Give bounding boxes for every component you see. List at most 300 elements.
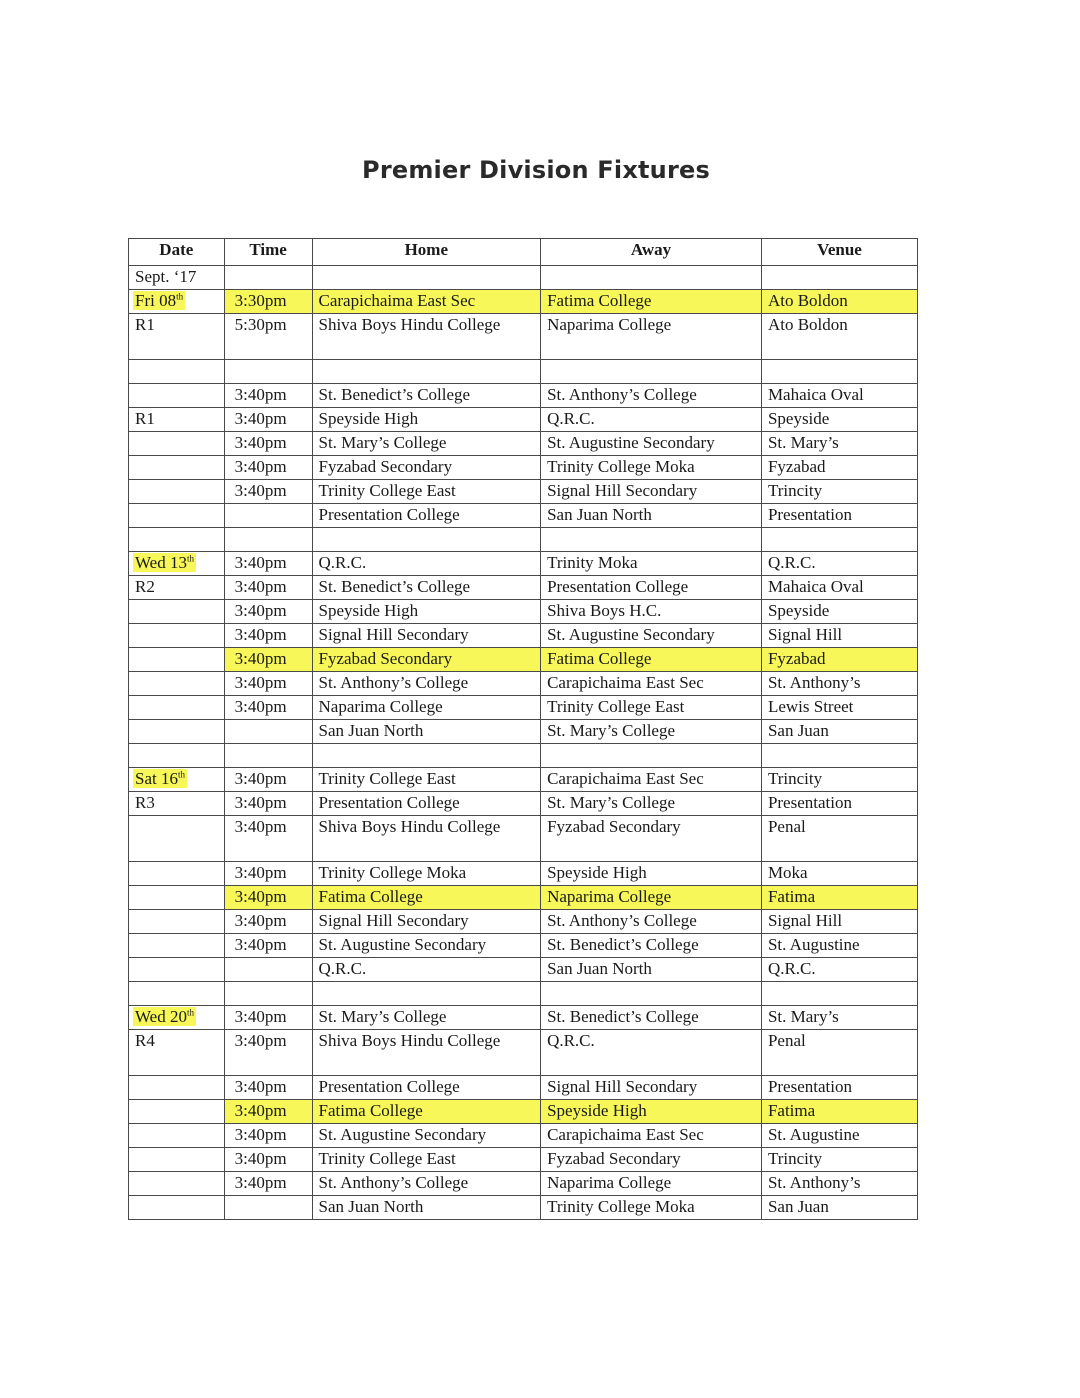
venue-text: Ato Boldon: [767, 291, 848, 310]
home-cell: [312, 862, 541, 886]
home-text: Trinity College East: [318, 769, 456, 788]
venue-text: Moka: [767, 863, 808, 882]
fixture-row: [129, 576, 918, 600]
fixture-row: [129, 768, 918, 792]
away-text: Signal Hill Secondary: [547, 1077, 698, 1096]
away-cell: [541, 624, 762, 648]
away-text: Presentation College: [547, 577, 689, 596]
fixtures-table: [128, 238, 918, 1220]
date-text: Sept. ‘17: [135, 267, 197, 286]
away-cell: [541, 768, 762, 792]
time-cell: [224, 862, 312, 886]
away-text: St. Anthony’s College: [547, 385, 697, 404]
spacer-row: [129, 744, 918, 768]
time-cell: [224, 480, 312, 504]
home-cell: [312, 360, 541, 384]
fixture-row: [129, 600, 918, 624]
venue-text: Fatima: [767, 887, 816, 906]
time-text: 3:40pm: [234, 1007, 287, 1026]
away-cell: [541, 480, 762, 504]
fixture-row: [129, 672, 918, 696]
home-text: Naparima College: [318, 697, 443, 716]
fixture-row: [129, 384, 918, 408]
date-cell: [129, 1100, 225, 1124]
venue-text: Speyside: [767, 601, 830, 620]
away-text: Shiva Boys H.C.: [547, 601, 662, 620]
home-text: Trinity College Moka: [318, 863, 467, 882]
away-text: St. Augustine Secondary: [547, 433, 715, 452]
fixture-row: [129, 456, 918, 480]
away-cell: [541, 1196, 762, 1220]
venue-text: Q.R.C.: [767, 553, 816, 572]
date-cell: [129, 504, 225, 528]
home-cell: [312, 314, 541, 360]
home-cell: [312, 816, 541, 862]
header-venue: Venue: [761, 239, 917, 266]
venue-cell: [761, 1030, 917, 1076]
date-cell: [129, 934, 225, 958]
home-text: Presentation College: [318, 505, 460, 524]
venue-text: San Juan: [767, 721, 829, 740]
venue-text: Speyside: [767, 409, 830, 428]
time-cell: [224, 958, 312, 982]
venue-text: Trincity: [767, 481, 823, 500]
date-suffix: th: [186, 553, 194, 564]
fixture-row: [129, 816, 918, 862]
venue-cell: [761, 1100, 917, 1124]
date-cell: [129, 862, 225, 886]
venue-cell: [761, 982, 917, 1006]
fixture-row: [129, 648, 918, 672]
away-cell: [541, 528, 762, 552]
venue-cell: [761, 672, 917, 696]
home-text: San Juan North: [318, 1197, 424, 1216]
date-cell: [129, 290, 225, 314]
time-cell: [224, 1076, 312, 1100]
time-cell: [224, 1148, 312, 1172]
time-cell: [224, 384, 312, 408]
header-time: Time: [224, 239, 312, 266]
time-cell: [224, 1030, 312, 1076]
time-cell: [224, 792, 312, 816]
away-cell: [541, 290, 762, 314]
away-cell: [541, 648, 762, 672]
away-text: Speyside High: [547, 1101, 647, 1120]
home-cell: [312, 910, 541, 934]
time-text: 3:40pm: [234, 601, 287, 620]
away-cell: [541, 744, 762, 768]
home-text: St. Benedict’s College: [318, 577, 471, 596]
date-cell: [129, 1148, 225, 1172]
time-cell: [224, 528, 312, 552]
venue-text: Q.R.C.: [767, 959, 816, 978]
time-text: 3:40pm: [234, 457, 287, 476]
away-text: St. Benedict’s College: [547, 1007, 699, 1026]
venue-cell: [761, 1148, 917, 1172]
venue-text: Mahaica Oval: [767, 577, 864, 596]
date-cell: [129, 480, 225, 504]
time-cell: [224, 408, 312, 432]
venue-text: St. Augustine: [767, 935, 860, 954]
date-cell: [129, 624, 225, 648]
venue-cell: [761, 696, 917, 720]
date-cell: [129, 886, 225, 910]
date-suffix: th: [176, 291, 184, 302]
venue-cell: [761, 792, 917, 816]
time-cell: [224, 1100, 312, 1124]
away-cell: [541, 552, 762, 576]
venue-cell: [761, 384, 917, 408]
fixtures-body: [129, 266, 918, 1220]
time-cell: [224, 1124, 312, 1148]
date-suffix: th: [186, 1007, 194, 1018]
spacer-row: [129, 360, 918, 384]
time-text: 3:40pm: [234, 769, 287, 788]
time-text: 3:40pm: [234, 409, 287, 428]
date-text: Fri 08: [135, 291, 177, 310]
home-text: St. Benedict’s College: [318, 385, 471, 404]
date-cell: [129, 1006, 225, 1030]
date-cell: [129, 696, 225, 720]
venue-cell: [761, 480, 917, 504]
time-cell: [224, 552, 312, 576]
date-cell: [129, 1124, 225, 1148]
away-text: Naparima College: [547, 887, 672, 906]
venue-text: St. Augustine: [767, 1125, 860, 1144]
home-text: Fyzabad Secondary: [318, 649, 453, 668]
away-text: San Juan North: [547, 505, 652, 524]
fixture-row: [129, 910, 918, 934]
fixture-row: [129, 1148, 918, 1172]
time-text: 3:40pm: [234, 697, 287, 716]
home-text: Speyside High: [318, 601, 419, 620]
time-cell: [224, 982, 312, 1006]
venue-text: Lewis Street: [767, 697, 854, 716]
away-text: Naparima College: [547, 1173, 672, 1192]
time-cell: [224, 290, 312, 314]
home-cell: [312, 576, 541, 600]
date-cell: [129, 648, 225, 672]
venue-text: Ato Boldon: [767, 315, 848, 334]
home-cell: [312, 528, 541, 552]
home-cell: [312, 792, 541, 816]
home-text: Speyside High: [318, 409, 419, 428]
away-text: Speyside High: [547, 863, 647, 882]
spacer-row: [129, 982, 918, 1006]
venue-cell: [761, 744, 917, 768]
venue-text: Trincity: [767, 769, 823, 788]
time-cell: [224, 672, 312, 696]
away-text: Fatima College: [547, 291, 652, 310]
venue-cell: [761, 1076, 917, 1100]
fixture-row: [129, 1006, 918, 1030]
time-cell: [224, 432, 312, 456]
away-cell: [541, 576, 762, 600]
page-title: Premier Division Fixtures: [362, 156, 710, 184]
away-text: Signal Hill Secondary: [547, 481, 698, 500]
home-cell: [312, 432, 541, 456]
fixture-row: [129, 290, 918, 314]
date-cell: [129, 1030, 225, 1076]
date-cell: [129, 266, 225, 290]
venue-cell: [761, 816, 917, 862]
away-cell: [541, 504, 762, 528]
venue-cell: [761, 576, 917, 600]
time-text: 3:40pm: [234, 793, 287, 812]
date-highlight: [133, 1007, 196, 1026]
away-cell: [541, 1148, 762, 1172]
fixture-row: [129, 504, 918, 528]
away-cell: [541, 600, 762, 624]
away-cell: [541, 982, 762, 1006]
date-text: Sat 16: [135, 769, 178, 788]
time-cell: [224, 1172, 312, 1196]
away-cell: [541, 432, 762, 456]
time-text: 3:40pm: [234, 673, 287, 692]
home-cell: [312, 744, 541, 768]
time-cell: [224, 600, 312, 624]
venue-cell: [761, 360, 917, 384]
venue-text: Signal Hill: [767, 911, 843, 930]
home-cell: [312, 696, 541, 720]
time-text: 3:40pm: [234, 1101, 287, 1120]
venue-cell: [761, 1196, 917, 1220]
time-text: 3:40pm: [234, 911, 287, 930]
away-text: Naparima College: [547, 315, 672, 334]
date-highlight: [133, 291, 185, 310]
time-cell: [224, 934, 312, 958]
date-cell: [129, 1076, 225, 1100]
date-highlight: [133, 769, 187, 788]
home-cell: [312, 886, 541, 910]
away-text: Q.R.C.: [547, 1031, 595, 1050]
venue-text: Presentation: [767, 793, 852, 812]
venue-cell: [761, 910, 917, 934]
home-cell: [312, 982, 541, 1006]
home-cell: [312, 1100, 541, 1124]
fixture-row: [129, 886, 918, 910]
time-cell: [224, 1196, 312, 1220]
home-text: Fyzabad Secondary: [318, 457, 453, 476]
time-text: 3:40pm: [234, 1173, 287, 1192]
away-cell: [541, 720, 762, 744]
venue-cell: [761, 624, 917, 648]
time-text: 3:40pm: [234, 577, 287, 596]
venue-cell: [761, 456, 917, 480]
time-text: 3:40pm: [234, 1077, 287, 1096]
time-text: 3:30pm: [234, 291, 287, 310]
fixture-row: [129, 792, 918, 816]
time-cell: [224, 768, 312, 792]
venue-cell: [761, 552, 917, 576]
fixture-row: [129, 480, 918, 504]
home-cell: [312, 552, 541, 576]
time-cell: [224, 744, 312, 768]
date-cell: [129, 958, 225, 982]
venue-text: Trincity: [767, 1149, 823, 1168]
away-cell: [541, 958, 762, 982]
date-cell: [129, 792, 225, 816]
time-cell: [224, 504, 312, 528]
home-text: Fatima College: [318, 887, 423, 906]
venue-text: Presentation: [767, 1077, 852, 1096]
away-text: Carapichaima East Sec: [547, 769, 704, 788]
time-cell: [224, 624, 312, 648]
date-text: R3: [135, 793, 155, 812]
venue-cell: [761, 768, 917, 792]
venue-text: Presentation: [767, 505, 852, 524]
fixture-row: [129, 862, 918, 886]
away-text: Trinity Moka: [547, 553, 638, 572]
date-cell: [129, 1196, 225, 1220]
away-cell: [541, 266, 762, 290]
home-cell: [312, 456, 541, 480]
away-text: Carapichaima East Sec: [547, 1125, 704, 1144]
venue-cell: [761, 886, 917, 910]
fixture-row: [129, 1030, 918, 1076]
home-cell: [312, 1172, 541, 1196]
time-cell: [224, 720, 312, 744]
home-cell: [312, 1030, 541, 1076]
time-cell: [224, 576, 312, 600]
venue-text: Fatima: [767, 1101, 816, 1120]
away-text: Trinity College Moka: [547, 457, 695, 476]
home-text: St. Anthony’s College: [318, 1173, 469, 1192]
away-cell: [541, 1006, 762, 1030]
time-text: 3:40pm: [234, 481, 287, 500]
date-cell: [129, 456, 225, 480]
fixture-row: [129, 720, 918, 744]
away-cell: [541, 456, 762, 480]
home-text: Signal Hill Secondary: [318, 911, 469, 930]
fixture-row: [129, 1196, 918, 1220]
away-text: St. Anthony’s College: [547, 911, 697, 930]
fixture-row: [129, 432, 918, 456]
time-cell: [224, 266, 312, 290]
time-text: 3:40pm: [234, 649, 287, 668]
date-cell: [129, 720, 225, 744]
away-cell: [541, 672, 762, 696]
away-text: Q.R.C.: [547, 409, 595, 428]
date-cell: [129, 314, 225, 360]
time-text: 5:30pm: [234, 315, 287, 334]
home-cell: [312, 1196, 541, 1220]
away-cell: [541, 360, 762, 384]
home-text: San Juan North: [318, 721, 424, 740]
home-cell: [312, 1148, 541, 1172]
home-cell: [312, 1124, 541, 1148]
fixture-row: [129, 958, 918, 982]
venue-cell: [761, 504, 917, 528]
away-cell: [541, 408, 762, 432]
time-cell: [224, 696, 312, 720]
venue-text: St. Anthony’s: [767, 673, 861, 692]
header-away: Away: [541, 239, 762, 266]
home-text: Trinity College East: [318, 1149, 456, 1168]
date-suffix: th: [177, 769, 185, 780]
date-text: R4: [135, 1031, 155, 1050]
date-text: R1: [135, 315, 155, 334]
venue-text: Penal: [767, 1031, 806, 1050]
time-cell: [224, 1006, 312, 1030]
home-text: Fatima College: [318, 1101, 423, 1120]
fixture-row: [129, 1124, 918, 1148]
time-text: 3:40pm: [234, 1125, 287, 1144]
header-row: [129, 239, 918, 266]
away-cell: [541, 1172, 762, 1196]
time-cell: [224, 648, 312, 672]
home-text: Presentation College: [318, 1077, 460, 1096]
home-text: Shiva Boys Hindu College: [318, 817, 501, 836]
date-cell: [129, 528, 225, 552]
away-text: Trinity College Moka: [547, 1197, 695, 1216]
away-cell: [541, 696, 762, 720]
date-cell: [129, 816, 225, 862]
date-cell: [129, 768, 225, 792]
venue-text: Fyzabad: [767, 457, 826, 476]
venue-cell: [761, 648, 917, 672]
date-cell: [129, 600, 225, 624]
away-cell: [541, 862, 762, 886]
date-cell: [129, 744, 225, 768]
home-cell: [312, 1006, 541, 1030]
fixture-row: [129, 934, 918, 958]
time-cell: [224, 910, 312, 934]
venue-cell: [761, 862, 917, 886]
venue-text: Penal: [767, 817, 806, 836]
time-text: 3:40pm: [234, 433, 287, 452]
home-text: Q.R.C.: [318, 959, 367, 978]
time-cell: [224, 456, 312, 480]
away-text: Fyzabad Secondary: [547, 1149, 681, 1168]
away-cell: [541, 1076, 762, 1100]
home-text: Trinity College East: [318, 481, 456, 500]
venue-text: San Juan: [767, 1197, 829, 1216]
date-text: Wed 20: [135, 1007, 187, 1026]
time-text: 3:40pm: [234, 1031, 287, 1050]
home-text: Shiva Boys Hindu College: [318, 315, 501, 334]
venue-cell: [761, 1124, 917, 1148]
time-text: 3:40pm: [234, 1149, 287, 1168]
venue-cell: [761, 432, 917, 456]
date-text: Wed 13: [135, 553, 187, 572]
time-cell: [224, 360, 312, 384]
home-cell: [312, 408, 541, 432]
away-text: Carapichaima East Sec: [547, 673, 704, 692]
date-cell: [129, 1172, 225, 1196]
away-text: Fyzabad Secondary: [547, 817, 681, 836]
venue-cell: [761, 528, 917, 552]
away-cell: [541, 314, 762, 360]
date-cell: [129, 384, 225, 408]
time-cell: [224, 314, 312, 360]
spacer-row: [129, 528, 918, 552]
fixture-row: [129, 1076, 918, 1100]
fixture-row: [129, 696, 918, 720]
away-cell: [541, 934, 762, 958]
home-text: St. Augustine Secondary: [318, 935, 487, 954]
away-text: St. Mary’s College: [547, 793, 676, 812]
home-cell: [312, 958, 541, 982]
venue-cell: [761, 408, 917, 432]
home-cell: [312, 290, 541, 314]
date-cell: [129, 672, 225, 696]
home-cell: [312, 600, 541, 624]
time-text: 3:40pm: [234, 887, 287, 906]
venue-cell: [761, 1172, 917, 1196]
home-cell: [312, 934, 541, 958]
fixture-row: [129, 266, 918, 290]
